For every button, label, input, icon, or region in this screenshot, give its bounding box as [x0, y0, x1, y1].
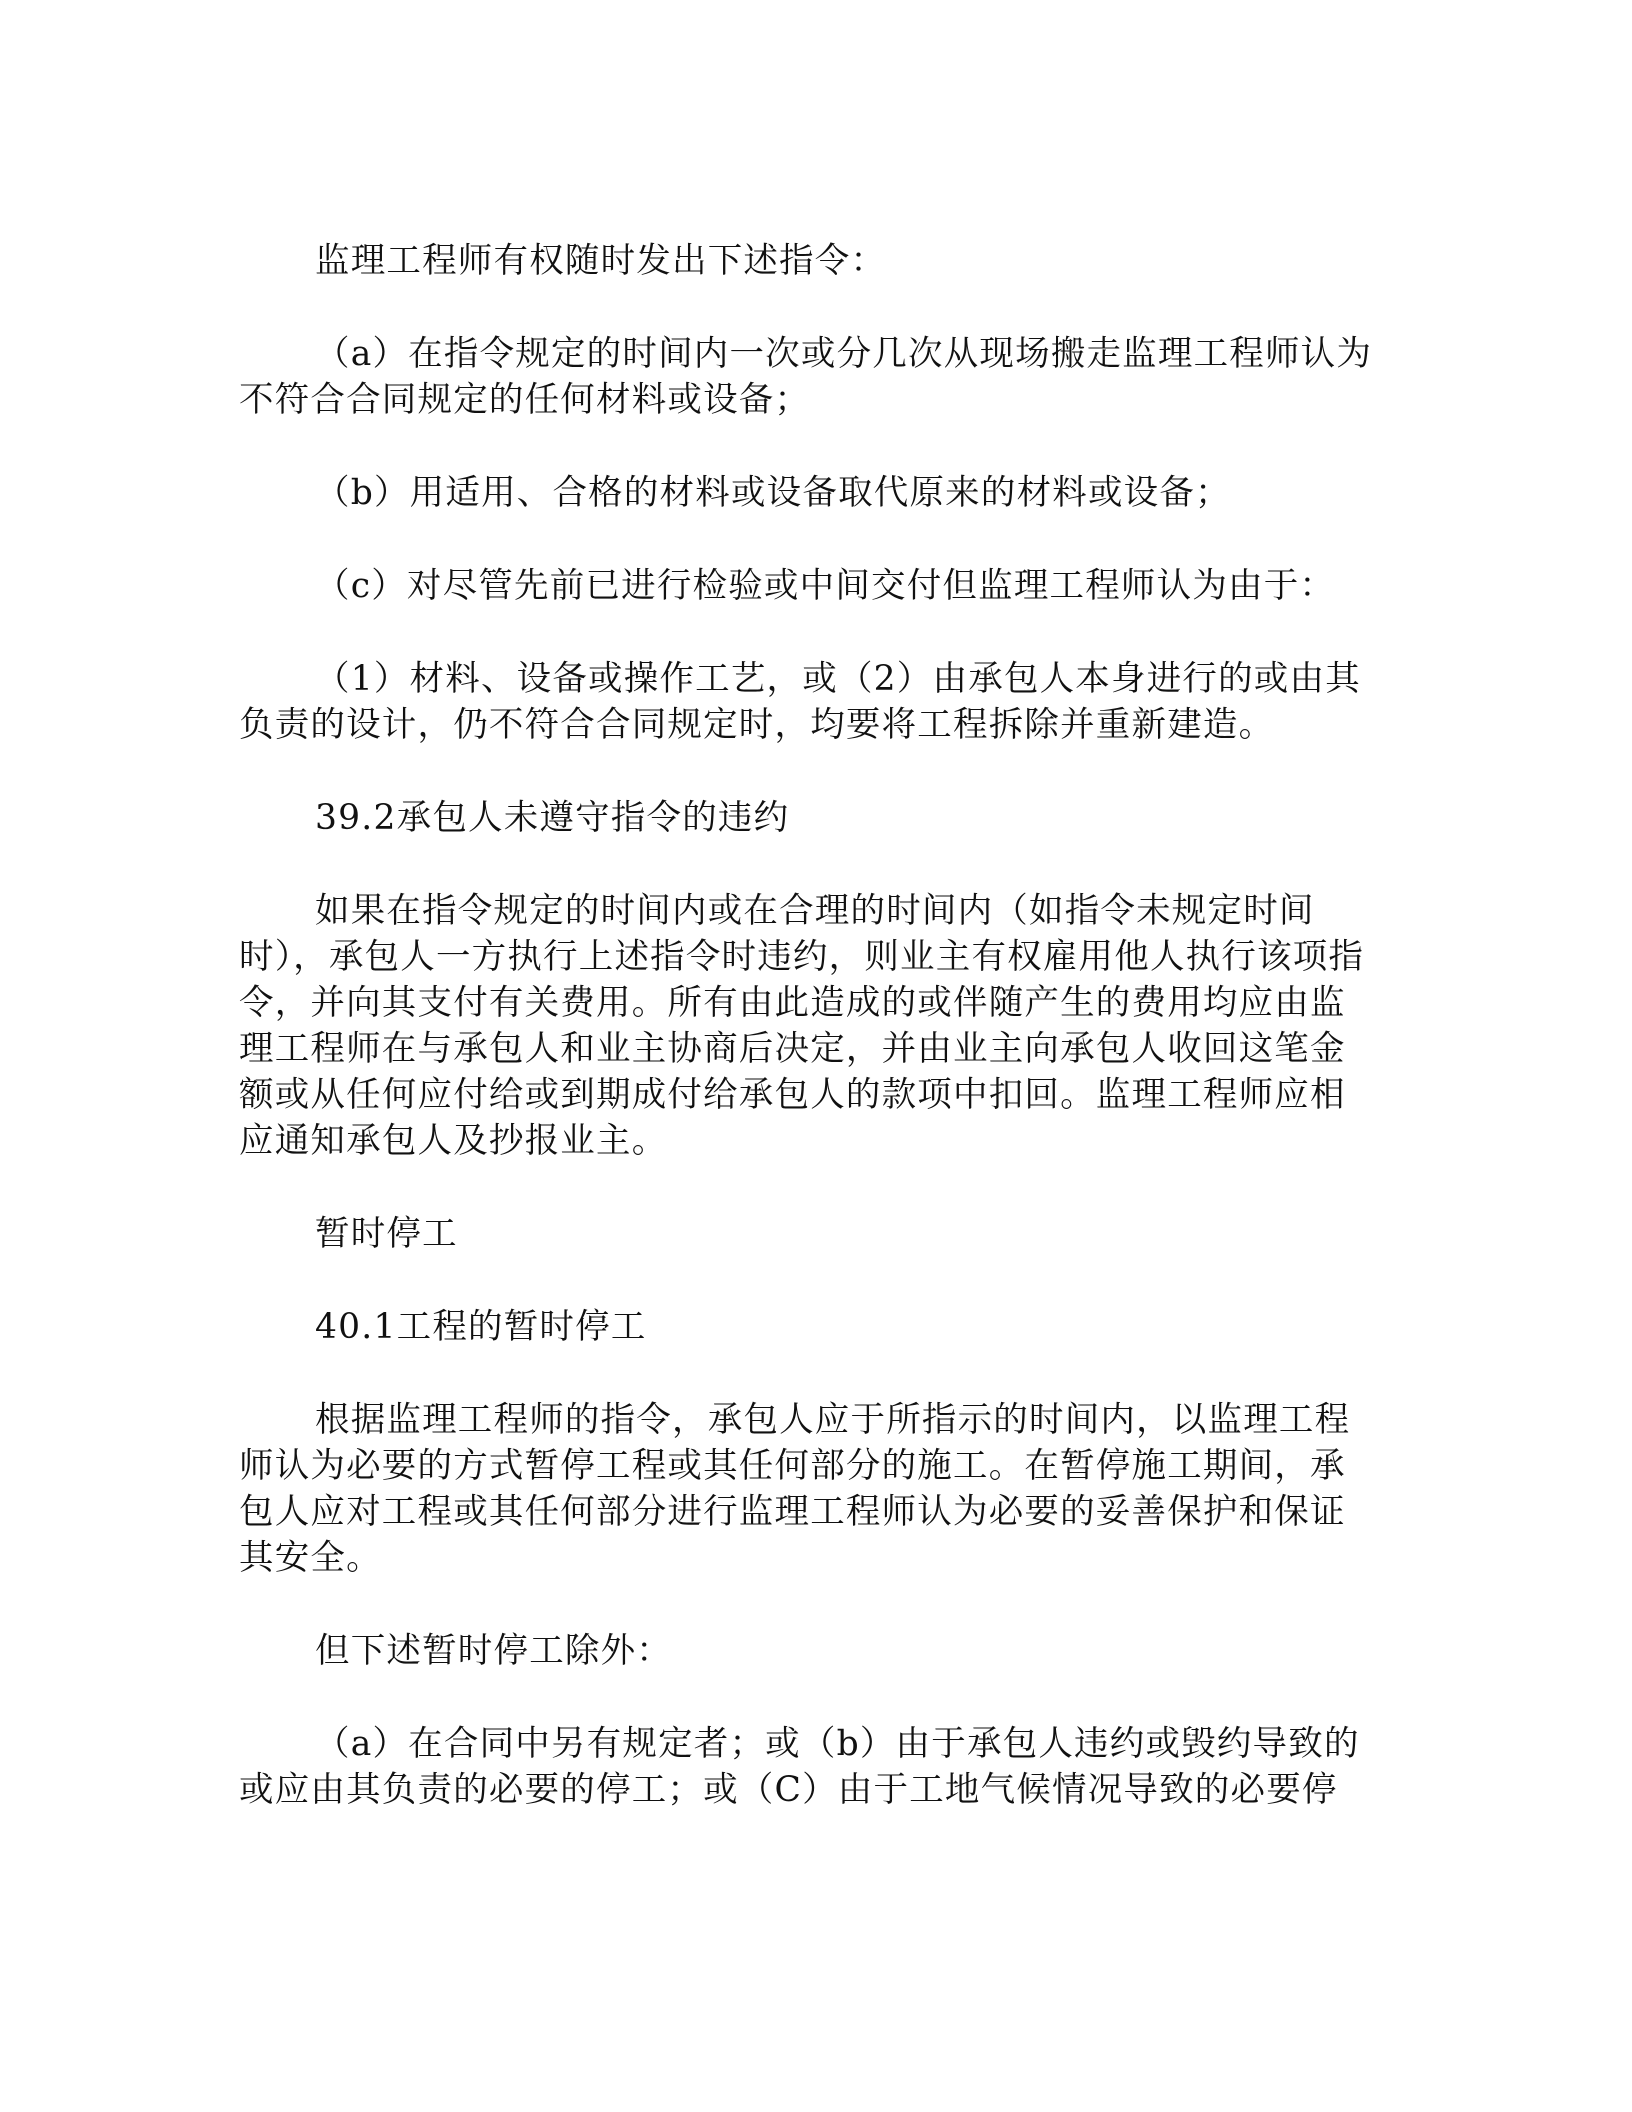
section-heading-suspension: 暂时停工: [315, 1214, 458, 1254]
paragraph-directive-intro: 监理工程师有权随时发出下述指令：: [315, 241, 887, 281]
paragraph-exceptions-intro: 但下述暂时停工除外：: [315, 1631, 672, 1671]
paragraph-default-consequences: 如果在指令规定的时间内或在合理的时间内（如指令未规定时间时），承包人一方执行上述指令时违约，则业主有权雇用他人执行该项指令，并向其支付有关费用。所有由此造成的或伴随产生的费用均应由监理工程师在与承包人和业主协商后决定，并由业主向承包人收回这笔金额或从任何应付给或到期成付给承包人的款项中扣回。监理工程师应相应通知承包人及抄报业主。: [239, 891, 1365, 1161]
paragraph-suspension-order: 根据监理工程师的指令，承包人应于所指示的时间内，以监理工程师认为必要的方式暂停工程或其任何部分的施工。在暂停施工期间，承包人应对工程或其任何部分进行监理工程师认为必要的妥善保护和保证其安全。: [239, 1400, 1351, 1578]
section-heading-39-2: 39.2承包人未遵守指令的违约: [315, 798, 790, 838]
paragraph-exceptions-list: （a）在合同中另有规定者；或（b）由于承包人违约或毁约导致的或应由其负责的必要的停工；或（C）由于工地气候情况导致的必要停: [239, 1724, 1360, 1810]
section-heading-40-1: 40.1工程的暂时停工: [315, 1307, 647, 1347]
paragraph-item-a-remove-materials: （a）在指令规定的时间内一次或分几次从现场搬走监理工程师认为不符合合同规定的任何材料或设备；: [239, 334, 1373, 420]
document-body: [239, 238, 1381, 1813]
paragraph-item-c-demolish: （c）对尽管先前已进行检验或中间交付但监理工程师认为由于：: [315, 566, 1336, 606]
paragraph-item-b-replace-materials: （b）用适用、合格的材料或设备取代原来的材料或设备；: [315, 473, 1231, 513]
paragraph-item-c-conditions: （1）材料、设备或操作工艺，或（2）由承包人本身进行的或由其负责的设计，仍不符合合同规定时，均要将工程拆除并重新建造。: [239, 659, 1361, 745]
